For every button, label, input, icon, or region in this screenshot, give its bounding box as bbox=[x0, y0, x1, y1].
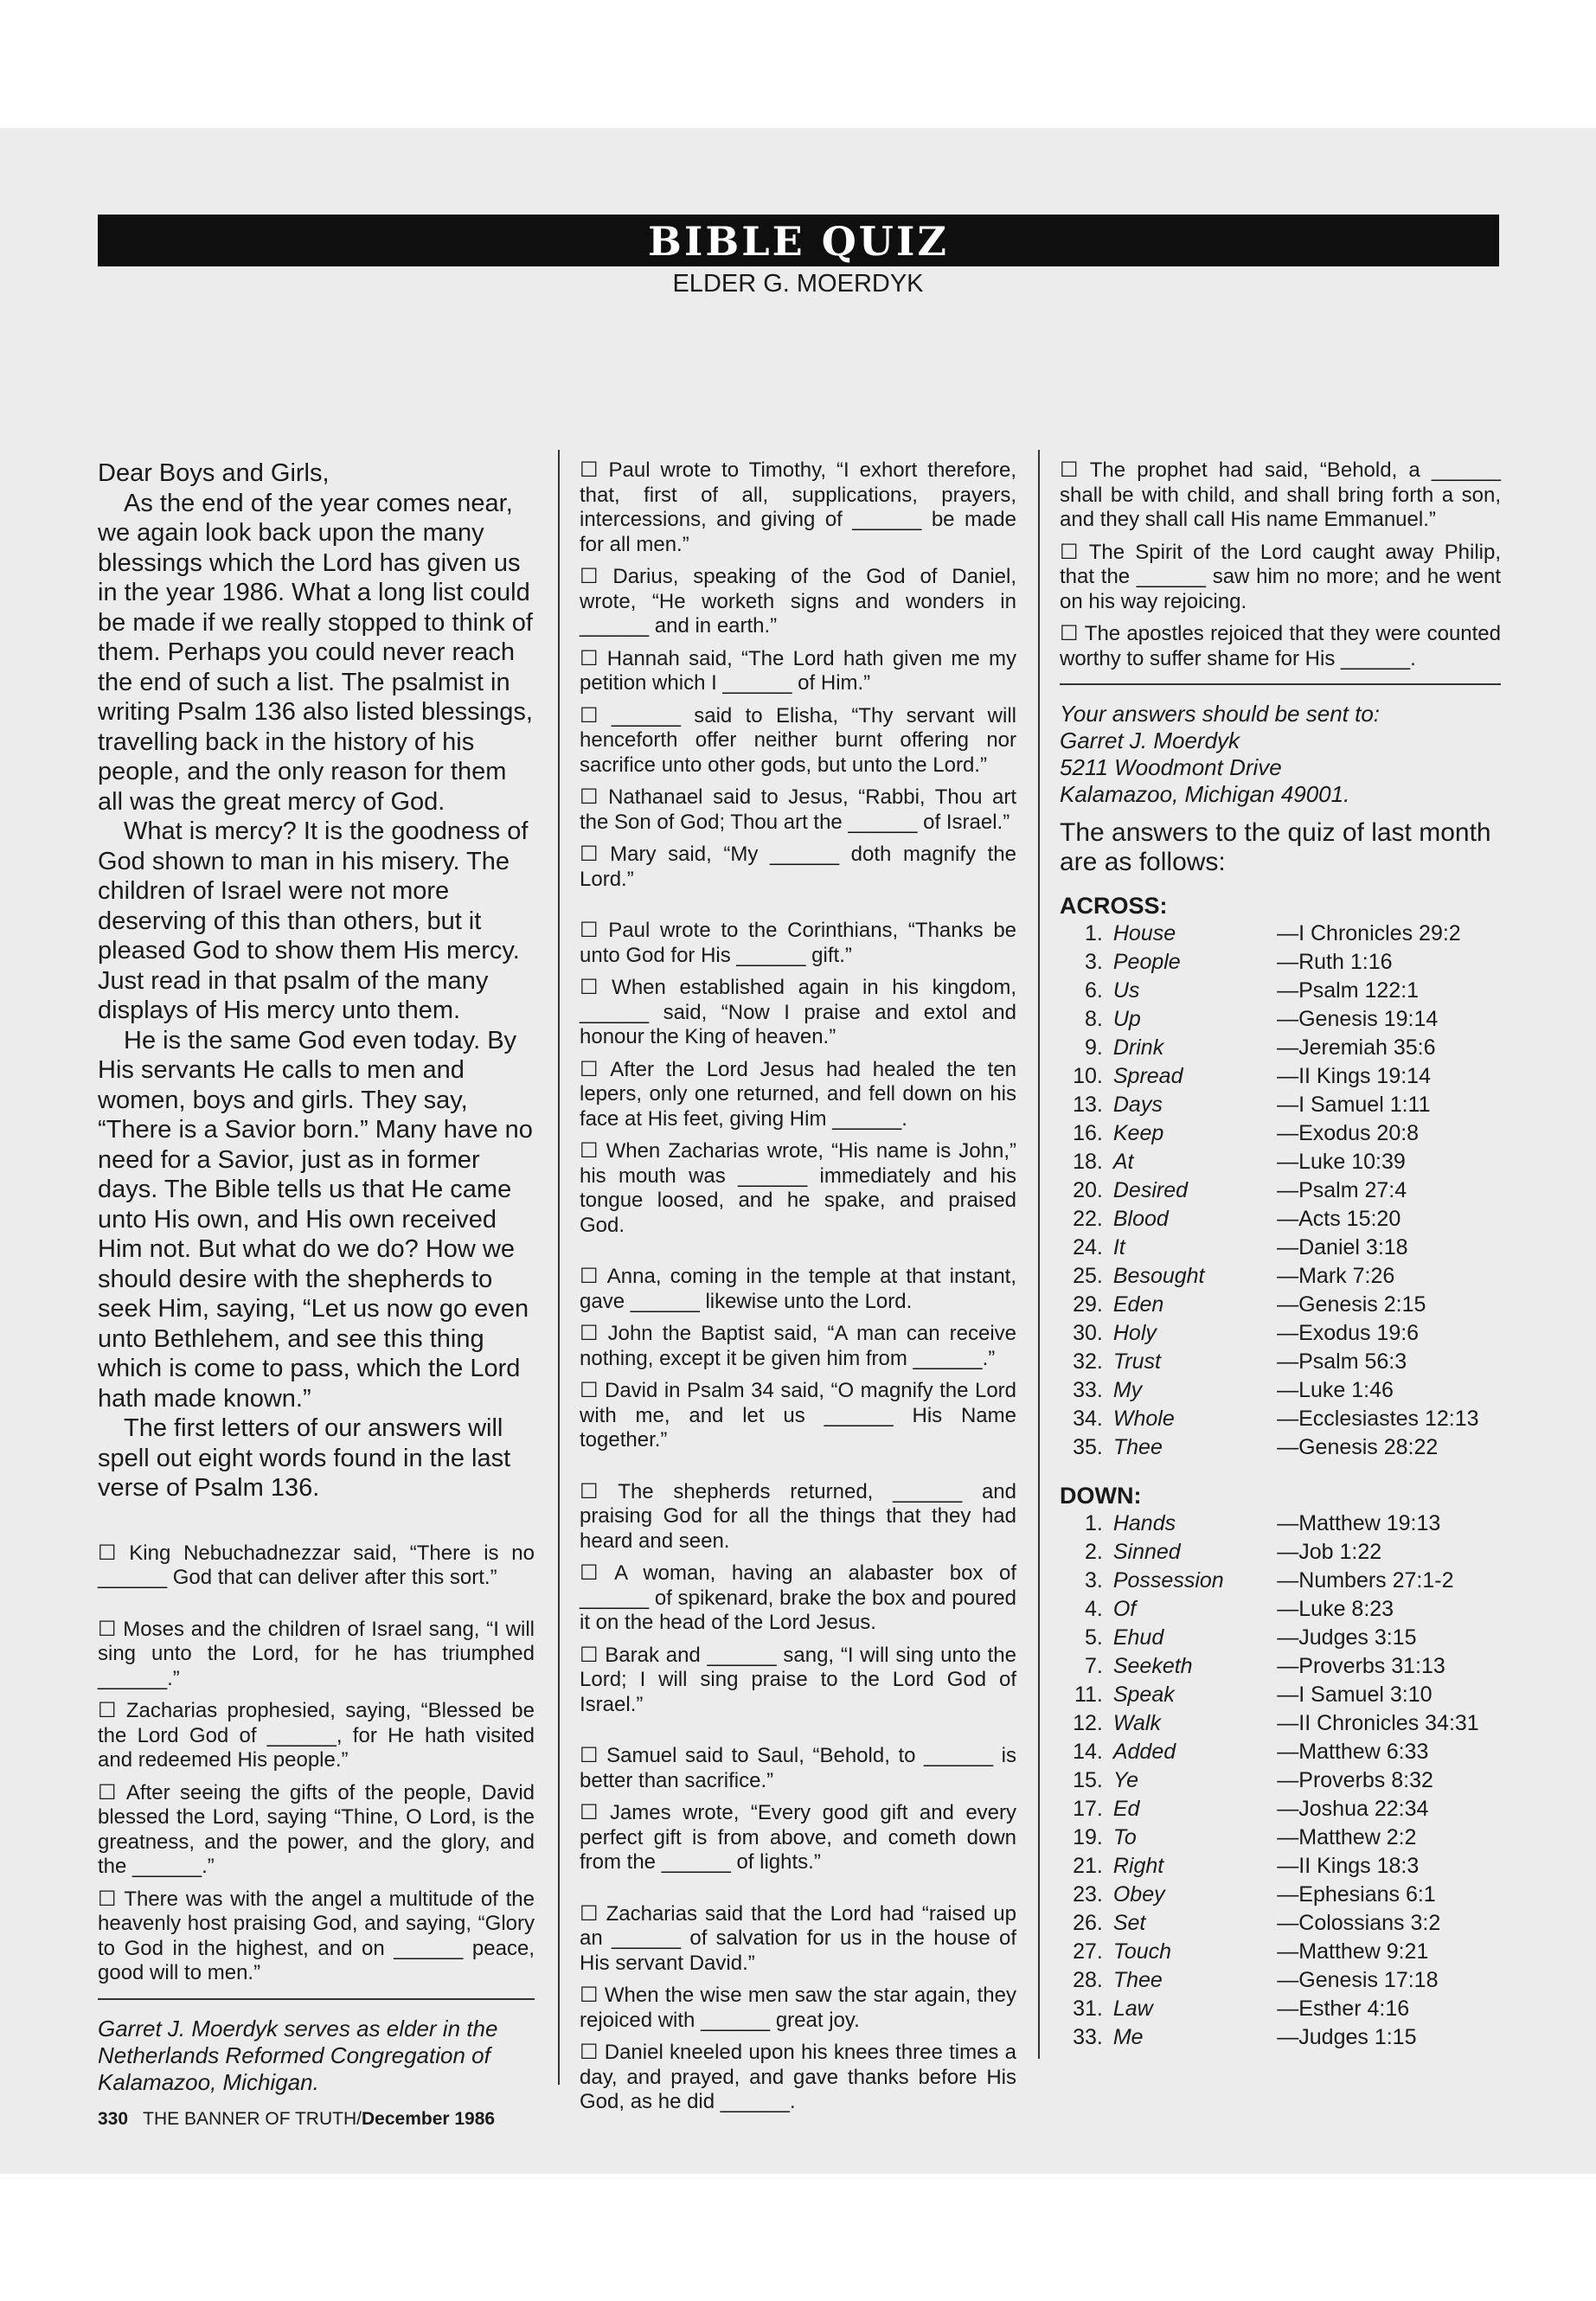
answer-row bbox=[1060, 1349, 1501, 1378]
answer-word: House bbox=[1112, 921, 1176, 945]
answer-reference: —Judges 3:15 bbox=[1277, 1625, 1417, 1650]
answer-reference: —Genesis 17:18 bbox=[1277, 1968, 1439, 1992]
answer-row bbox=[1060, 1882, 1501, 1911]
answer-word: Holy bbox=[1112, 1321, 1157, 1345]
quiz-question[interactable]: ☐ Darius, speaking of the God of Daniel, wrote, “He worketh signs and wonders in ______ and in earth.” bbox=[580, 565, 1016, 639]
column-3 bbox=[1060, 458, 1501, 2054]
answer-reference: —Ephesians 6:1 bbox=[1277, 1882, 1436, 1907]
answer-number: 14. bbox=[1073, 1740, 1103, 1764]
answer-row bbox=[1060, 2025, 1501, 2054]
answer-row bbox=[1060, 1035, 1501, 1064]
answer-row bbox=[1060, 1597, 1501, 1625]
answer-number: 24. bbox=[1073, 1235, 1103, 1259]
answer-row bbox=[1060, 1121, 1501, 1150]
quiz-question[interactable]: ☐ John the Baptist said, “A man can receive nothing, except it be given him from ______.” bbox=[580, 1322, 1016, 1371]
down-answers-table bbox=[1060, 1511, 1501, 2054]
answer-reference: —Jeremiah 35:6 bbox=[1277, 1035, 1436, 1060]
answers-heading: The answers to the quiz of last month are as follows: bbox=[1060, 818, 1491, 876]
answer-number: 26. bbox=[1073, 1911, 1103, 1935]
answer-row bbox=[1060, 1568, 1501, 1597]
answer-number: 33. bbox=[1073, 1378, 1103, 1402]
answer-reference: —I Samuel 3:10 bbox=[1277, 1682, 1433, 1707]
answer-word: Set bbox=[1112, 1911, 1146, 1935]
intro-letter bbox=[98, 489, 535, 1503]
address-intro: Your answers should be sent to: bbox=[1060, 701, 1381, 727]
answer-row bbox=[1060, 1968, 1501, 1997]
answer-word: Thee bbox=[1112, 1968, 1163, 1992]
column-1 bbox=[98, 458, 535, 2096]
answer-number: 29. bbox=[1073, 1292, 1103, 1317]
answer-word: Law bbox=[1112, 1997, 1153, 2021]
quiz-question[interactable]: ☐ ______ said to Elisha, “Thy servant will henceforth offer neither burnt offering nor sacrifice unto other gods, but unto the Lord.” bbox=[580, 704, 1016, 779]
answer-number: 22. bbox=[1073, 1207, 1103, 1231]
answer-reference: —Exodus 20:8 bbox=[1277, 1121, 1420, 1145]
across-heading: ACROSS: bbox=[1060, 893, 1168, 919]
answer-word: Obey bbox=[1112, 1882, 1165, 1907]
answer-reference: —Matthew 19:13 bbox=[1277, 1511, 1441, 1535]
answer-word: Besought bbox=[1112, 1264, 1205, 1288]
answer-number: 16. bbox=[1073, 1121, 1103, 1145]
answer-row bbox=[1060, 1997, 1501, 2025]
intro-paragraph: As the end of the year comes near, we again look back upon the many blessings which the Lord has given us in the year 1986. What a long list could be made if we really stopped to think of them. Perhaps you could never reach the end of such a list. The psalmist in writing Psalm 136 also listed blessings, travelling back in the history of his people, and the only reason for them all was the great mercy of God. bbox=[98, 489, 533, 816]
answer-number: 15. bbox=[1073, 1768, 1103, 1792]
answer-row bbox=[1060, 1235, 1501, 1264]
answer-row bbox=[1060, 1207, 1501, 1235]
address-name: Garret J. Moerdyk bbox=[1060, 727, 1240, 753]
intro-paragraph: What is mercy? It is the goodness of God shown to man in his misery. The children of Israel were not more deserving of this than others, but it pleased God to show them His mercy. Just read in that psalm of the many displays of His mercy unto them. bbox=[98, 817, 529, 1024]
answer-reference: —II Chronicles 34:31 bbox=[1277, 1711, 1479, 1735]
column-divider bbox=[1038, 450, 1040, 2059]
quiz-question[interactable]: ☐ After the Lord Jesus had healed the ten lepers, only one returned, and fell down on his face at His feet, giving Him ______. bbox=[580, 1058, 1016, 1132]
publication-name: THE BANNER OF TRUTH bbox=[143, 2109, 357, 2129]
quiz-question[interactable]: ☐ The shepherds returned, ______ and praising God for all the things that they had heard and seen. bbox=[580, 1480, 1016, 1554]
answer-row bbox=[1060, 1625, 1501, 1654]
answer-number: 2. bbox=[1084, 1540, 1103, 1564]
answer-reference: —Matthew 2:2 bbox=[1277, 1825, 1417, 1849]
answer-reference: —I Chronicles 29:2 bbox=[1277, 921, 1461, 945]
answer-reference: —II Kings 18:3 bbox=[1277, 1854, 1420, 1878]
quiz-question[interactable]: ☐ When established again in his kingdom, ______ said, “Now I praise and extol and honour the King of heaven.” bbox=[580, 976, 1016, 1050]
answer-word: At bbox=[1112, 1150, 1134, 1174]
answer-row bbox=[1060, 1540, 1501, 1568]
answer-reference: —Ruth 1:16 bbox=[1277, 950, 1393, 974]
answer-reference: —Luke 1:46 bbox=[1277, 1378, 1394, 1402]
answer-number: 1. bbox=[1084, 1511, 1103, 1535]
answer-number: 28. bbox=[1073, 1968, 1103, 1992]
answer-row bbox=[1060, 1825, 1501, 1854]
answer-number: 6. bbox=[1085, 978, 1103, 1003]
answer-reference: —Psalm 56:3 bbox=[1277, 1349, 1407, 1374]
answer-word: To bbox=[1112, 1825, 1137, 1849]
answer-word: Up bbox=[1112, 1007, 1141, 1031]
quiz-question[interactable]: ☐ Zacharias said that the Lord had “raised up an ______ of salvation for us in the house of His servant David.” bbox=[580, 1902, 1016, 1977]
quiz-question[interactable]: ☐ After seeing the gifts of the people, David blessed the Lord, saying “Thine, O Lord, is the greatness, and the power, and the glory, and the ______.” bbox=[98, 1781, 535, 1880]
answer-number: 4. bbox=[1084, 1597, 1103, 1621]
answer-row bbox=[1060, 1407, 1501, 1435]
answer-row bbox=[1060, 1768, 1501, 1797]
answer-word: People bbox=[1112, 950, 1181, 974]
column-2 bbox=[580, 458, 1016, 2123]
answer-number: 9. bbox=[1085, 1035, 1103, 1060]
answer-number: 32. bbox=[1073, 1349, 1103, 1374]
address-street: 5211 Woodmont Drive bbox=[1060, 754, 1282, 780]
intro-paragraph: The first letters of our answers will spell out eight words found in the last verse of Psalm 136. bbox=[98, 1414, 511, 1502]
answer-reference: —I Samuel 1:11 bbox=[1277, 1093, 1431, 1117]
issue-date: December 1986 bbox=[361, 2109, 496, 2129]
answer-word: Keep bbox=[1112, 1121, 1164, 1145]
quiz-question[interactable]: ☐ James wrote, “Every good gift and every perfect gift is from above, and cometh down from the ______ of lights.” bbox=[580, 1801, 1016, 1875]
answer-reference: —Joshua 22:34 bbox=[1277, 1797, 1429, 1821]
page-footer: 330 THE BANNER OF TRUTH/December 1986 bbox=[98, 2109, 496, 2129]
answer-row bbox=[1060, 978, 1501, 1007]
column-divider bbox=[558, 450, 560, 2085]
answer-number: 7. bbox=[1084, 1654, 1103, 1678]
down-heading: DOWN: bbox=[1060, 1483, 1142, 1509]
answer-number: 30. bbox=[1073, 1321, 1103, 1345]
answer-row bbox=[1060, 950, 1501, 978]
answer-number: 17. bbox=[1073, 1797, 1103, 1821]
answer-number: 19. bbox=[1073, 1825, 1103, 1849]
quiz-question[interactable]: ☐ The Spirit of the Lord caught away Philip, that the ______ saw him no more; and he went on his way rejoicing. bbox=[1060, 541, 1501, 615]
answer-word: My bbox=[1112, 1378, 1143, 1402]
answer-row bbox=[1060, 1435, 1501, 1464]
answer-reference: —Proverbs 31:13 bbox=[1277, 1654, 1445, 1678]
answer-reference: —Luke 8:23 bbox=[1277, 1597, 1394, 1621]
answer-word: Ed bbox=[1112, 1797, 1140, 1821]
quiz-question[interactable]: ☐ When Zacharias wrote, “His name is John,” his mouth was ______ immediately and his tongue loosed, and he spake, and praised God. bbox=[580, 1139, 1016, 1238]
answer-row bbox=[1060, 1378, 1501, 1407]
answer-reference: —Esther 4:16 bbox=[1277, 1997, 1410, 2021]
answer-reference: —Proverbs 8:32 bbox=[1277, 1768, 1433, 1792]
quiz-question[interactable]: ☐ There was with the angel a multitude of the heavenly host praising God, and saying, “Glory to God in the highest, and on ______ peace, good will to men.” bbox=[98, 1888, 535, 1986]
author-bio: Garret J. Moerdyk serves as elder in the Netherlands Reformed Congregation of Kalamazoo, Michigan. bbox=[98, 2015, 498, 2095]
answer-row bbox=[1060, 1911, 1501, 1939]
answer-row bbox=[1060, 1150, 1501, 1178]
answer-reference: —Ecclesiastes 12:13 bbox=[1277, 1407, 1479, 1431]
answer-word: Ehud bbox=[1112, 1625, 1164, 1650]
answer-word: Speak bbox=[1112, 1682, 1175, 1707]
intro-paragraph: He is the same God even today. By His servants He calls to men and women, boys and girls. They say, “There is a Savior born.” Many have no need for a Savior, just as in former days. The Bible tells us that He came unto His own, and His own received Him not. But what do we do? How we should desire with the shepherds to seek Him, saying, “Let us now go even unto Bethlehem, and see this thing which is come to pass, which the Lord hath made known.” bbox=[98, 1026, 533, 1413]
answer-number: 13. bbox=[1073, 1093, 1103, 1117]
quiz-question[interactable]: ☐ The apostles rejoiced that they were counted worthy to suffer shame for His ______. bbox=[1060, 622, 1501, 671]
answer-number: 20. bbox=[1073, 1178, 1103, 1202]
answer-number: 27. bbox=[1073, 1939, 1103, 1964]
answer-row bbox=[1060, 1654, 1501, 1682]
quiz-question[interactable]: ☐ Paul wrote to Timothy, “I exhort therefore, that, first of all, supplications, prayers, intercessions, and giving of ______ be made for all men.” bbox=[580, 458, 1016, 557]
quiz-question[interactable]: ☐ Hannah said, “The Lord hath given me my petition which I ______ of Him.” bbox=[580, 647, 1016, 696]
quiz-question[interactable]: ☐ When the wise men saw the star again, they rejoiced with ______ great joy. bbox=[580, 1984, 1016, 2033]
answer-row bbox=[1060, 1292, 1501, 1321]
answer-number: 31. bbox=[1073, 1997, 1103, 2021]
answer-number: 33. bbox=[1073, 2025, 1103, 2049]
quiz-question[interactable]: ☐ A woman, having an alabaster box of ______ of spikenard, brake the box and poured it on the head of the Lord Jesus. bbox=[580, 1561, 1016, 1636]
quiz-question[interactable]: ☐ Mary said, “My ______ doth magnify the Lord.” bbox=[580, 843, 1016, 892]
quiz-question[interactable]: ☐ Zacharias prophesied, saying, “Blessed be the Lord God of ______, for He hath visited and redeemed His people.” bbox=[98, 1699, 535, 1773]
answer-row bbox=[1060, 1264, 1501, 1292]
answer-reference: —Luke 10:39 bbox=[1277, 1150, 1406, 1174]
answer-word: Desired bbox=[1112, 1178, 1189, 1202]
answer-number: 10. bbox=[1073, 1064, 1103, 1088]
answer-number: 5. bbox=[1084, 1625, 1103, 1650]
answer-reference: —Psalm 27:4 bbox=[1277, 1178, 1407, 1202]
answer-word: Sinned bbox=[1112, 1540, 1181, 1564]
answer-reference: —Judges 1:15 bbox=[1277, 2025, 1417, 2049]
answer-number: 18. bbox=[1073, 1150, 1103, 1174]
answer-word: Ye bbox=[1112, 1768, 1139, 1792]
answer-row bbox=[1060, 1711, 1501, 1740]
answer-word: Us bbox=[1112, 978, 1140, 1003]
address-city: Kalamazoo, Michigan 49001. bbox=[1060, 781, 1350, 807]
quiz-question[interactable]: ☐ David in Psalm 34 said, “O magnify the Lord with me, and let us ______ His Name together.” bbox=[580, 1379, 1016, 1453]
answer-word: Whole bbox=[1112, 1407, 1175, 1431]
answer-row bbox=[1060, 921, 1501, 950]
answer-row bbox=[1060, 1740, 1501, 1768]
page-title: BIBLE QUIZ bbox=[648, 218, 949, 265]
answer-word: Possession bbox=[1112, 1568, 1224, 1593]
answer-number: 1. bbox=[1085, 921, 1103, 945]
answer-word: Walk bbox=[1112, 1711, 1161, 1735]
quiz-question[interactable]: ☐ Moses and the children of Israel sang, “I will sing unto the Lord, for he has triumphed ______.” bbox=[98, 1618, 535, 1692]
answer-word: Days bbox=[1112, 1093, 1163, 1117]
answer-word: Spread bbox=[1112, 1064, 1183, 1088]
answer-number: 11. bbox=[1074, 1682, 1103, 1707]
answer-reference: —Acts 15:20 bbox=[1277, 1207, 1401, 1231]
quiz-question[interactable]: ☐ Barak and ______ sang, “I will sing unto the Lord; I will sing praise to the Lord God of Israel.” bbox=[580, 1644, 1016, 1718]
answer-row bbox=[1060, 1939, 1501, 1968]
answer-number: 12. bbox=[1073, 1711, 1103, 1735]
answer-word: It bbox=[1112, 1235, 1125, 1259]
divider bbox=[1060, 683, 1501, 685]
author-byline: ELDER G. MOERDYK bbox=[672, 270, 924, 298]
answer-word: Me bbox=[1112, 2025, 1144, 2049]
quiz-question[interactable]: ☐ Anna, coming in the temple at that instant, gave ______ likewise unto the Lord. bbox=[580, 1265, 1016, 1314]
answer-number: 8. bbox=[1085, 1007, 1103, 1031]
answer-row bbox=[1060, 1064, 1501, 1093]
answer-word: Drink bbox=[1112, 1035, 1164, 1060]
answer-word: Right bbox=[1112, 1854, 1164, 1878]
answer-number: 3. bbox=[1085, 950, 1103, 974]
answer-word: Trust bbox=[1112, 1349, 1161, 1374]
answer-word: Hands bbox=[1112, 1511, 1176, 1535]
quiz-question[interactable]: ☐ Daniel kneeled upon his knees three times a day, and prayed, and gave thanks before His God, as he did ______. bbox=[580, 2041, 1016, 2115]
quiz-question[interactable]: ☐ Nathanael said to Jesus, “Rabbi, Thou art the Son of God; Thou art the ______ of Israel.” bbox=[580, 785, 1016, 835]
across-answers-table bbox=[1060, 921, 1501, 1464]
answer-reference: —Genesis 19:14 bbox=[1277, 1007, 1439, 1031]
answer-number: 23. bbox=[1073, 1882, 1103, 1907]
answer-row bbox=[1060, 1854, 1501, 1882]
answer-reference: —Exodus 19:6 bbox=[1277, 1321, 1420, 1345]
answer-row bbox=[1060, 1797, 1501, 1825]
answer-word: Eden bbox=[1112, 1292, 1164, 1317]
title-banner bbox=[98, 215, 1499, 266]
answer-number: 35. bbox=[1073, 1435, 1103, 1459]
answer-reference: —Mark 7:26 bbox=[1277, 1264, 1395, 1288]
greeting: Dear Boys and Girls, bbox=[98, 459, 330, 487]
page-number: 330 bbox=[98, 2109, 129, 2129]
answer-word: Seeketh bbox=[1112, 1654, 1193, 1678]
answer-row bbox=[1060, 1178, 1501, 1207]
answer-number: 3. bbox=[1084, 1568, 1103, 1593]
quiz-question[interactable]: ☐ Paul wrote to the Corinthians, “Thanks be unto God for His ______ gift.” bbox=[580, 919, 1016, 968]
answer-reference: —Matthew 6:33 bbox=[1277, 1740, 1429, 1764]
answer-number: 34. bbox=[1073, 1407, 1103, 1431]
answer-word: Of bbox=[1112, 1597, 1137, 1621]
answer-number: 25. bbox=[1073, 1264, 1103, 1288]
answer-row bbox=[1060, 1511, 1501, 1540]
answer-word: Blood bbox=[1112, 1207, 1169, 1231]
answer-reference: —II Kings 19:14 bbox=[1277, 1064, 1431, 1088]
divider bbox=[98, 1998, 535, 2000]
quiz-question[interactable]: ☐ Samuel said to Saul, “Behold, to ______ is better than sacrifice.” bbox=[580, 1744, 1016, 1793]
mailing-address bbox=[1060, 701, 1501, 808]
answer-reference: —Matthew 9:21 bbox=[1277, 1939, 1429, 1964]
answer-reference: —Genesis 28:22 bbox=[1277, 1435, 1439, 1459]
quiz-question[interactable]: ☐ The prophet had said, “Behold, a ______ shall be with child, and shall bring forth a son, and they shall call His name Emmanuel.” bbox=[1060, 458, 1501, 533]
answer-reference: —Numbers 27:1-2 bbox=[1277, 1568, 1454, 1593]
answer-reference: —Genesis 2:15 bbox=[1277, 1292, 1426, 1317]
answer-word: Added bbox=[1112, 1740, 1176, 1764]
quiz-question[interactable]: ☐ King Nebuchadnezzar said, “There is no ______ God that can deliver after this sort.” bbox=[98, 1541, 535, 1591]
answer-reference: —Colossians 3:2 bbox=[1277, 1911, 1441, 1935]
answer-word: Touch bbox=[1112, 1939, 1172, 1964]
answer-row bbox=[1060, 1007, 1501, 1035]
answer-row bbox=[1060, 1682, 1501, 1711]
answer-reference: —Job 1:22 bbox=[1277, 1540, 1382, 1564]
answer-row bbox=[1060, 1321, 1501, 1349]
answer-number: 21. bbox=[1073, 1854, 1103, 1878]
answer-word: Thee bbox=[1112, 1435, 1163, 1459]
answer-row bbox=[1060, 1093, 1501, 1121]
answer-reference: —Daniel 3:18 bbox=[1277, 1235, 1408, 1259]
answer-reference: —Psalm 122:1 bbox=[1277, 978, 1420, 1003]
